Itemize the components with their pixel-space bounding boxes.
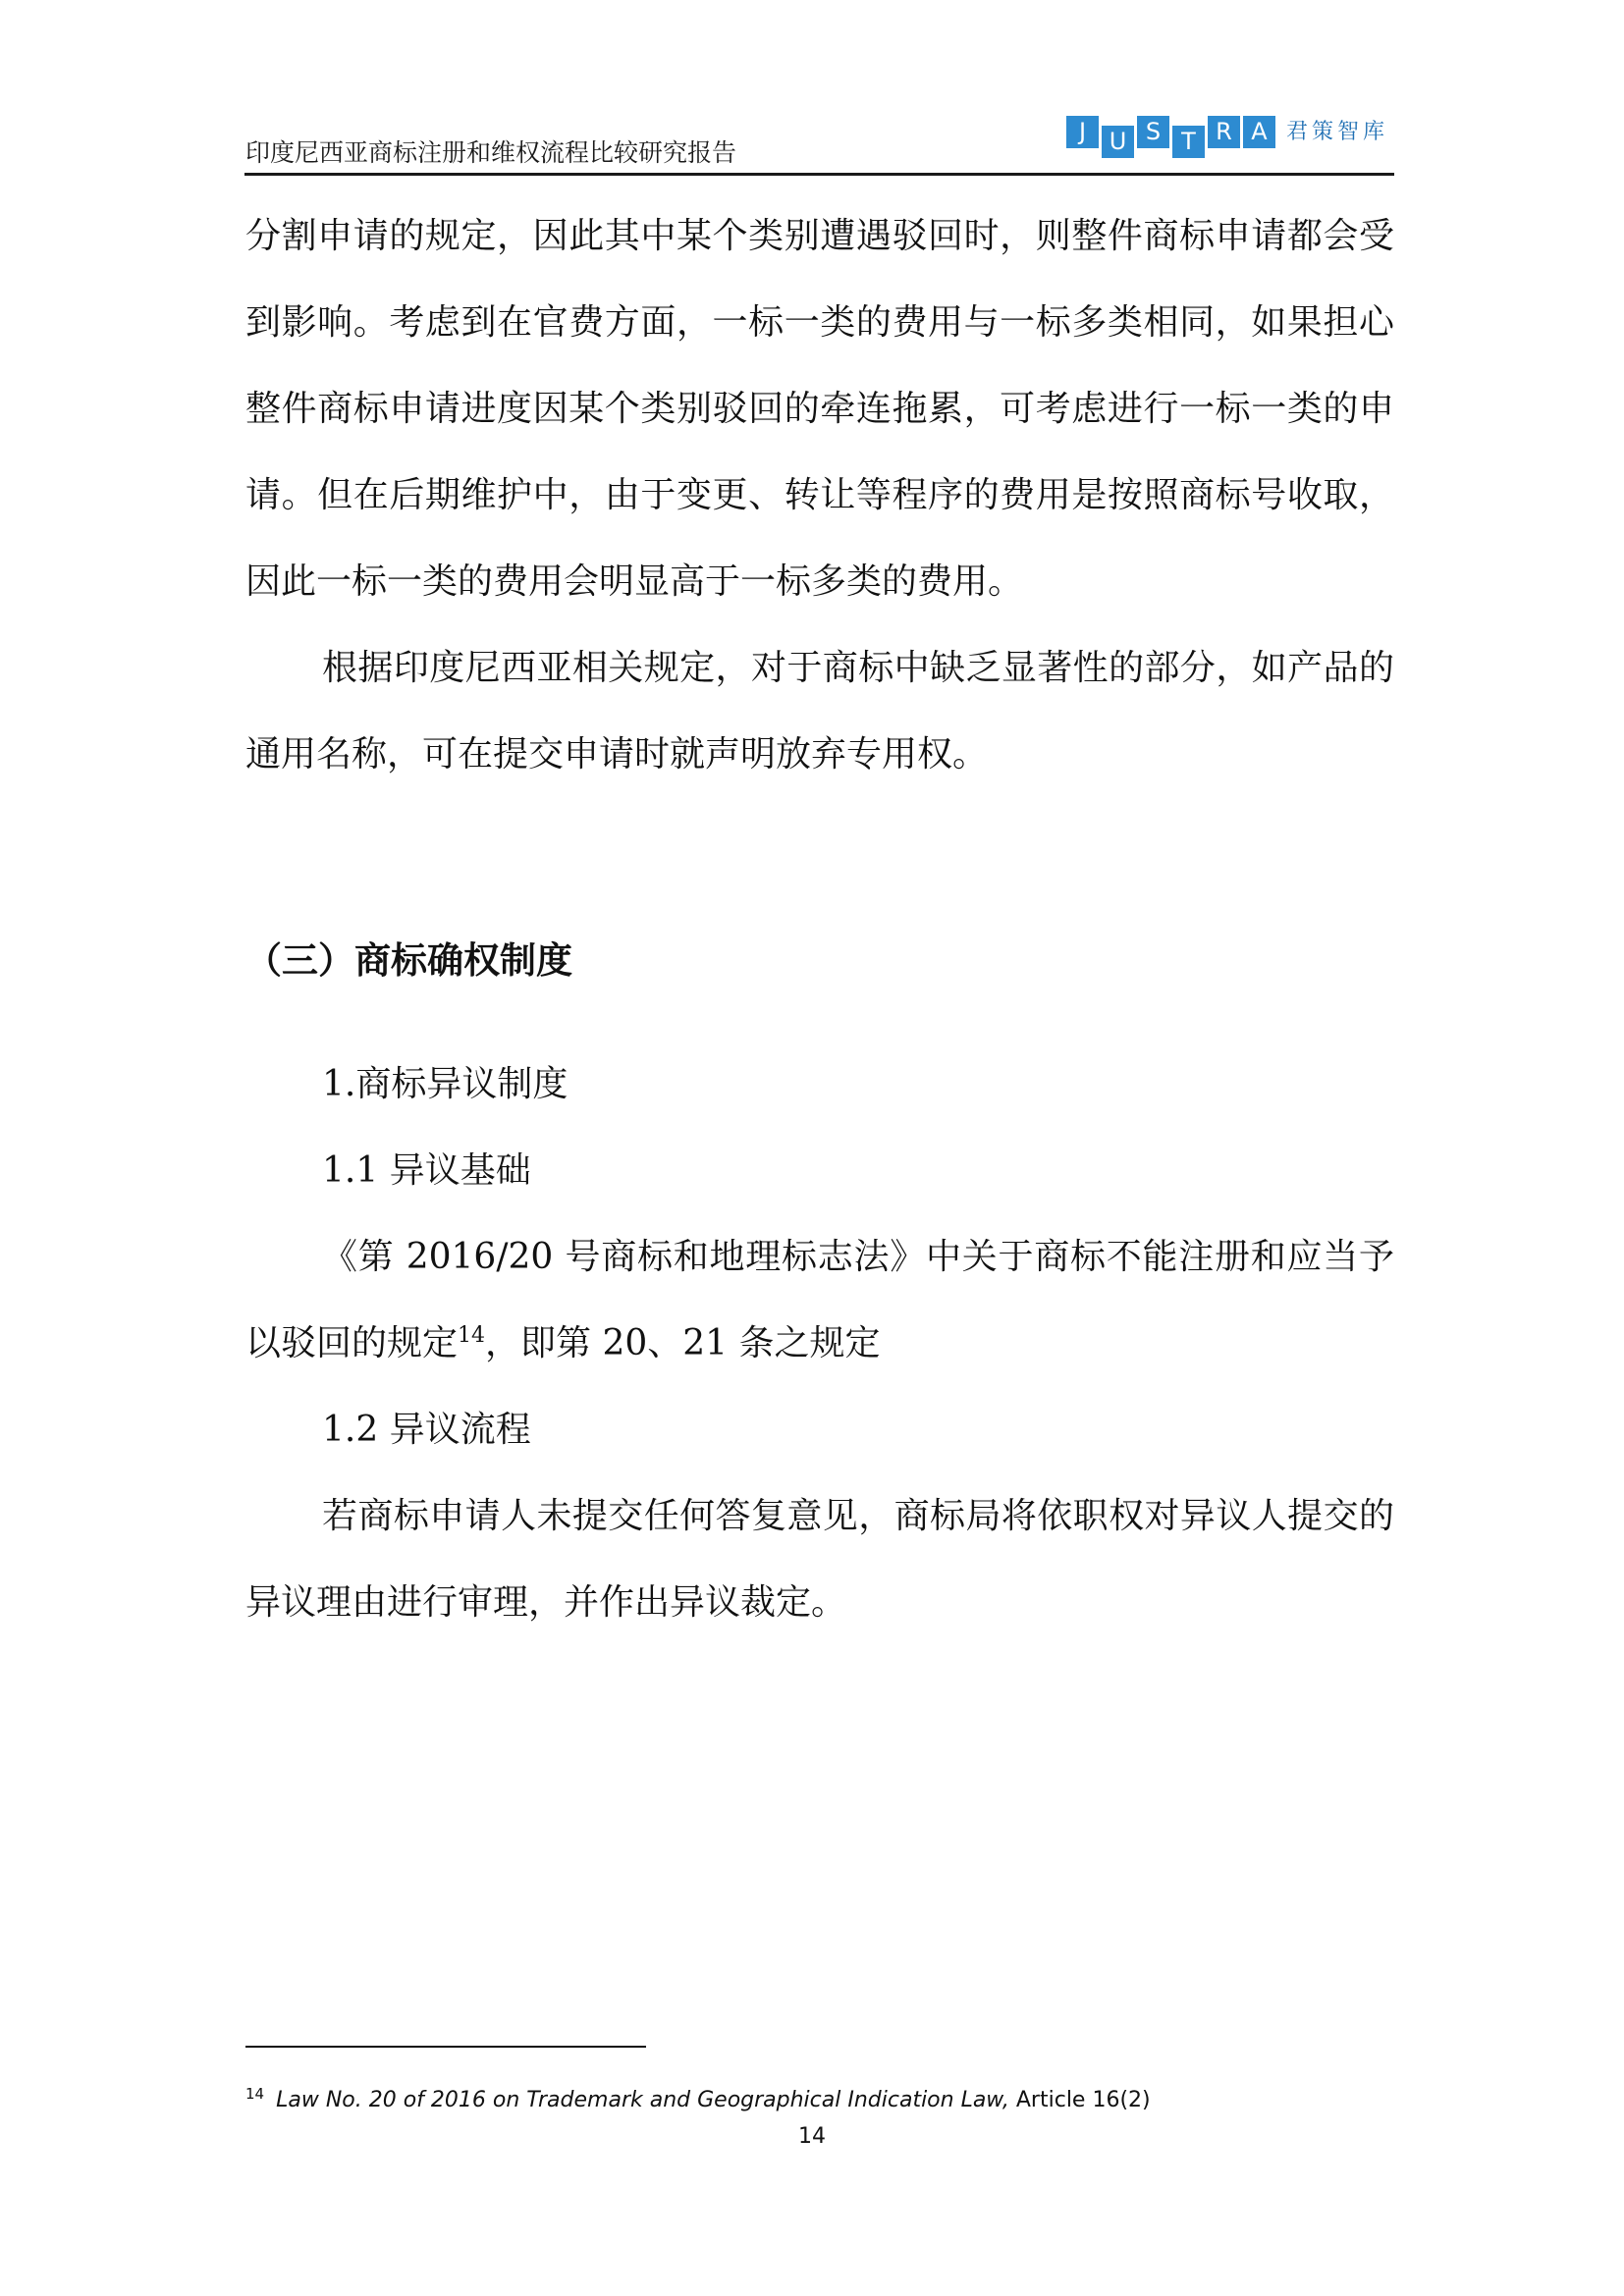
logo-chinese-name: 君策智库 [1286,120,1389,144]
footnote-citation-article: Article 16(2) [1008,2088,1151,2112]
page-number: 14 [798,2124,826,2149]
paragraph-opposition-basis [245,1214,1394,1387]
logo-letter-s: S [1137,116,1169,148]
logo-letter-r: R [1208,116,1240,148]
footnote-ref[interactable]: 14 [458,1323,486,1348]
paragraph-opposition-basis-tail: ，即第 20、21 条之规定 [485,1323,881,1363]
footnote [245,2085,1151,2112]
paragraph-continued: 分割申请的规定，因此其中某个类别遭遇驳回时，则整件商标申请都会受到影响。考虑到在官费方面，一标一类的费用与一标多类相同，如果担心整件商标申请进度因某个类别驳回的牵连拖累，可考虑进行一标一类的申请。但在后期维护中，由于变更、转让等程序的费用是按照商标号收取，因此一标一类的费用会明显高于一标多类的费用。 [245,216,1394,602]
subheading-opposition-process: 1.2 异议流程 [322,1410,531,1450]
running-header-title: 印度尼西亚商标注册和维权流程比较研究报告 [245,138,737,167]
footnote-divider [245,2046,646,2048]
subheading-opposition-basis: 1.1 异议基础 [322,1150,531,1191]
section-heading: （三）商标确权制度 [245,939,572,982]
logo-letter-j: J [1066,116,1099,148]
footnote-citation-italic: Law No. 20 of 2016 on Trademark and Geographical Indication Law, [276,2088,1009,2112]
header-divider [244,173,1394,176]
section-body [245,1041,1394,1646]
justra-logo [1066,116,1388,158]
paragraph-opposition-basis-text: 《第 2016/20 号商标和地理标志法》中关于商标不能注册和应当予以驳回的规定 [245,1237,1394,1363]
footnote-number: 14 [245,2085,265,2103]
paragraph-opposition-process: 若商标申请人未提交任何答复意见，商标局将依职权对异议人提交的异议理由进行审理，并作出异议裁定。 [245,1496,1394,1623]
logo-letter-a: A [1243,116,1275,148]
paragraph-disclaimer: 根据印度尼西亚相关规定，对于商标中缺乏显著性的部分，如产品的通用名称，可在提交申请时就声明放弃专用权。 [245,648,1394,774]
subheading-opposition-system: 1.商标异议制度 [322,1064,568,1104]
logo-letter-u: U [1102,126,1134,158]
logo-letter-t: T [1172,126,1205,158]
body-text-top [245,193,1394,798]
